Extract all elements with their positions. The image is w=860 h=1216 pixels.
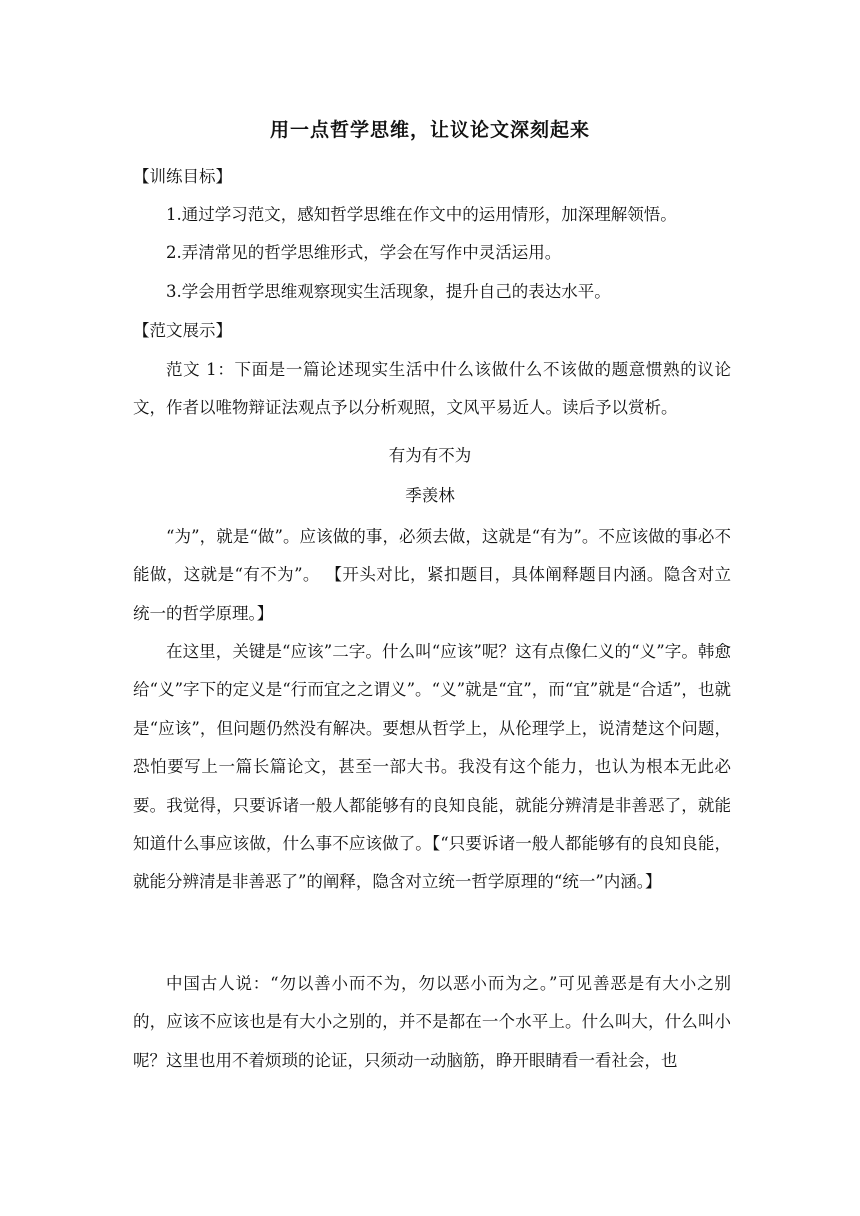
goal-item-2: 2.弄清常见的哲学思维形式，学会在写作中灵活运用。 [166, 243, 562, 262]
sample-section-header: 【范文展示】 [133, 321, 232, 340]
essay-paragraph-1: “为”，就是“做”。应该做的事，必须去做，这就是“有为”。不应该做的事必不能做，这就是“有不为”。 【开头对比，紧扣题目，具体阐释题目内涵。隐含对立统一的哲学原理。】 [133, 527, 731, 623]
essay-paragraph-3: 中国古人说：“勿以善小而不为，勿以恶小而为之。”可见善恶是有大小之别的，应该不应该也是有大小之别的，并不是都在一个水平上。什么叫大，什么叫小呢？这里也用不着烦琐的论证，只须动一动脑筋，睁开眼睛看一看社会，也 [133, 974, 731, 1070]
goal-item-1: 1.通过学习范文，感知哲学思维在作文中的运用情形，加深理解领悟。 [166, 205, 677, 224]
essay-title: 有为有不为 [388, 446, 472, 465]
goals-section-header: 【训练目标】 [133, 167, 232, 186]
essay-paragraph-2: 在这里，关键是“应该”二字。什么叫“应该”呢？这有点像仁义的“义”字。韩愈给“义”字下的定义是“行而宜之之谓义”。“义”就是“宜”，而“宜”就是“合适”，也就是“应该”，但问题仍然没有解决。要想从哲学上，从伦理学上，说清楚这个问题，恐怕要写上一篇长篇论文，甚至一部大书。我没有这个能力，也认为根本无此必要。我觉得，只要诉诸一般人都能够有的良知良能，就能分辨清是非善恶了，就能知道什么事应该做，什么事不应该做了。【“只要诉诸一般人都能够有的良知良能，就能分辨清是非善恶了”的阐释，隐含对立统一哲学原理的“统一”内涵。】 [133, 642, 731, 892]
sample-intro-paragraph: 范文 1：下面是一篇论述现实生活中什么该做什么不该做的题意惯熟的议论文，作者以唯物辩证法观点予以分析观照，文风平易近人。读后予以赏析。 [133, 360, 731, 418]
document-title: 用一点哲学思维，让议论文深刻起来 [269, 119, 590, 141]
goal-item-3: 3.学会用哲学思维观察现实生活现象，提升自己的表达水平。 [166, 282, 611, 301]
essay-author: 季羡林 [405, 486, 455, 505]
